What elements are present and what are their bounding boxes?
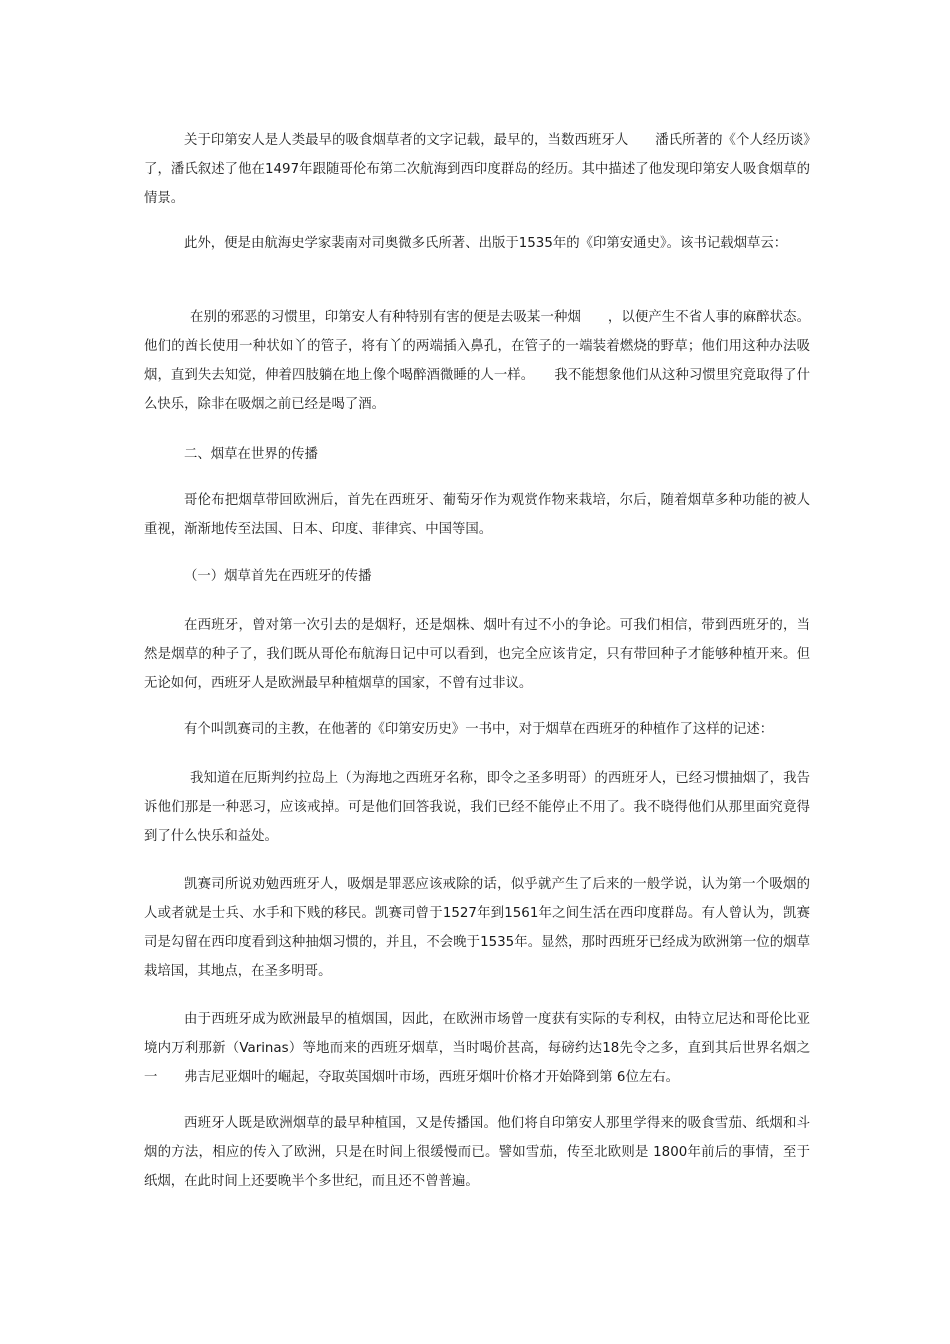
subsection-heading-1: （一）烟草首先在西班牙的传播 [184,569,372,584]
paragraph-6: 凯赛司所说劝勉西班牙人，吸烟是罪恶应该戒除的话，似乎就产生了后来的一般学说，认为第一个吸烟的人或者就是士兵、水手和下贱的移民。凯赛司曾于1527年到1561年之间生活在西印度群岛。有人曾认为，凯赛司是勾留在西印度看到这种抽烟习惯的，并且，不会晚于1535年。显然，那时西班牙已经成为欧洲第一位的烟草栽培国，其地点，在圣多明哥。 [144,877,810,979]
section-heading-2: 二、烟草在世界的传播 [184,447,318,462]
quote-paragraph-1: 在别的邪恶的习惯里，印第安人有种特别有害的便是去吸某一种烟 ，以便产生不省人事的麻醉状态。他们的酋长使用一种状如丫的管子，将有丫的两端插入鼻孔，在管子的一端装着燃烧的野草；他们用这种办法吸烟，直到失去知觉，伸着四肢躺在地上像个喝醉酒微睡的人一样。 我不能想象他们从这种习惯里究竟取得了什么快乐，除非在吸烟之前已经是喝了酒。 [144,310,810,412]
paragraph-3: 哥伦布把烟草带回欧洲后，首先在西班牙、葡萄牙作为观赏作物来栽培，尔后，随着烟草多种功能的被人重视，渐渐地传至法国、日本、印度、菲律宾、中国等国。 [144,493,810,537]
paragraph-8: 西班牙人既是欧洲烟草的最早种植国，又是传播国。他们将自印第安人那里学得来的吸食雪茄、纸烟和斗烟的方法，相应的传入了欧洲，只是在时间上很缓慢而已。譬如雪茄，传至北欧则是 1800年前后的事情，至于纸烟，在此时间上还要晚半个多世纪，而且还不曾普遍。 [144,1116,810,1189]
paragraph-1: 关于印第安人是人类最早的吸食烟草者的文字记载，最早的，当数西班牙人 潘氏所著的《个人经历谈》了，潘氏叙述了他在1497年跟随哥伦布第二次航海到西印度群岛的经历。其中描述了他发现印第安人吸食烟草的情景。 [144,133,810,206]
quote-paragraph-2: 我知道在厄斯判约拉岛上（为海地之西班牙名称，即令之圣多明哥）的西班牙人，已经习惯抽烟了，我告诉他们那是一种恶习，应该戒掉。可是他们回答我说，我们已经不能停止不用了。我不晓得他们从那里面究竟得到了什么快乐和益处。 [144,771,810,844]
paragraph-2: 此外，便是由航海史学家裴南对司奥微多氏所著、出版于1535年的《印第安通史》。该书记载烟草云： [184,236,788,251]
paragraph-4: 在西班牙，曾对第一次引去的是烟籽，还是烟株、烟叶有过不小的争论。可我们相信，带到西班牙的，当然是烟草的种子了，我们既从哥伦布航海日记中可以看到，也完全应该肯定，只有带回种子才能够种植开来。但无论如何，西班牙人是欧洲最早种植烟草的国家，不曾有过非议。 [144,618,810,691]
paragraph-5: 有个叫凯赛司的主教，在他著的《印第安历史》一书中，对于烟草在西班牙的种植作了这样的记述： [184,722,774,737]
paragraph-7: 由于西班牙成为欧洲最早的植烟国，因此，在欧洲市场曾一度获有实际的专利权，由特立尼达和哥伦比亚境内万利那新（Varinas）等地而来的西班牙烟草，当时喝价甚高，每磅约达18先令之多，直到其后世界名烟之一 弗吉尼亚烟叶的崛起，夺取英国烟叶市场，西班牙烟叶价格才开始降到第 6位左右。 [144,1012,810,1085]
